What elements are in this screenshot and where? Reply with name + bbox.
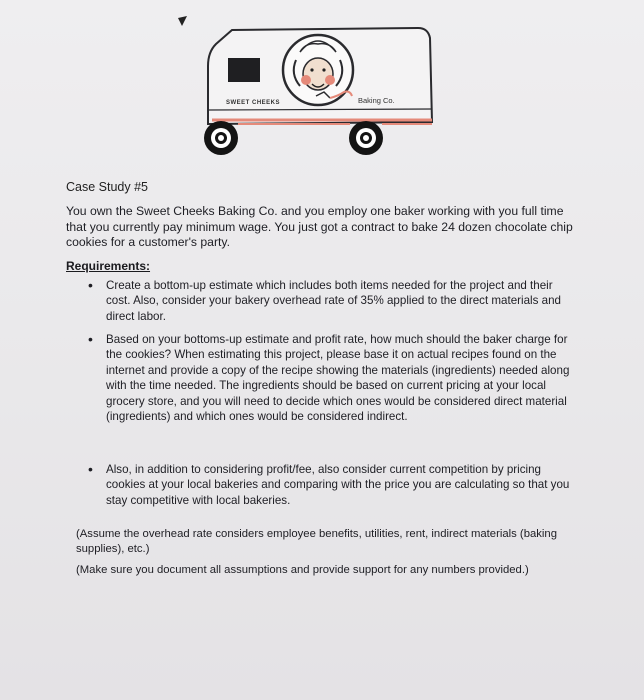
assumptions-note: (Make sure you document all assumptions and provide support for any numbers provided.) <box>76 564 529 576</box>
requirement-text: Create a bottom-up estimate which includes both items needed for the project and their cost. Also, consider your bakery overhead rate of 35% applied to the direct materials and direct labor. <box>106 279 561 323</box>
requirement-text: Based on your bottoms-up estimate and profit rate, how much should the baker charge for the cookies? When estimating this project, please base it on actual recipes found on the internet and provide a copy of the recipe showing the materials (ingredients) needed along with the time needed. The ingredients should be based on current pricing at your local grocery store, and you will need to decide which ones would be considered direct material (ingredients) and which ones would be considered indirect. <box>106 333 570 424</box>
truck-right-text: Baking Co. <box>358 96 395 105</box>
requirement-text: Also, in addition to considering profit/fee, also consider current competition by pricing cookies at your local bakeries and comparing with the price you are calculating so that you stay competitive with local bakeries. <box>106 463 570 507</box>
bullet-dot-icon: • <box>88 461 93 477</box>
bullet-dot-icon: • <box>88 277 93 293</box>
list-item <box>84 278 566 324</box>
overhead-note: (Assume the overhead rate considers employee benefits, utilities, rent, indirect materials (baking supplies), etc.) <box>76 528 557 555</box>
case-intro-paragraph: You own the Sweet Cheeks Baking Co. and you employ one baker working with you full time that you currently pay minimum wage. You just got a contract to bake 24 dozen chocolate chip cookies for a customer's party. <box>66 204 573 249</box>
requirements-heading: Requirements: <box>66 259 151 273</box>
case-study-title: Case Study #5 <box>66 180 148 194</box>
list-item <box>84 332 576 424</box>
truck-left-text: SWEET CHEEKS <box>226 100 281 106</box>
bullet-dot-icon: • <box>88 331 93 347</box>
list-item <box>84 462 576 508</box>
